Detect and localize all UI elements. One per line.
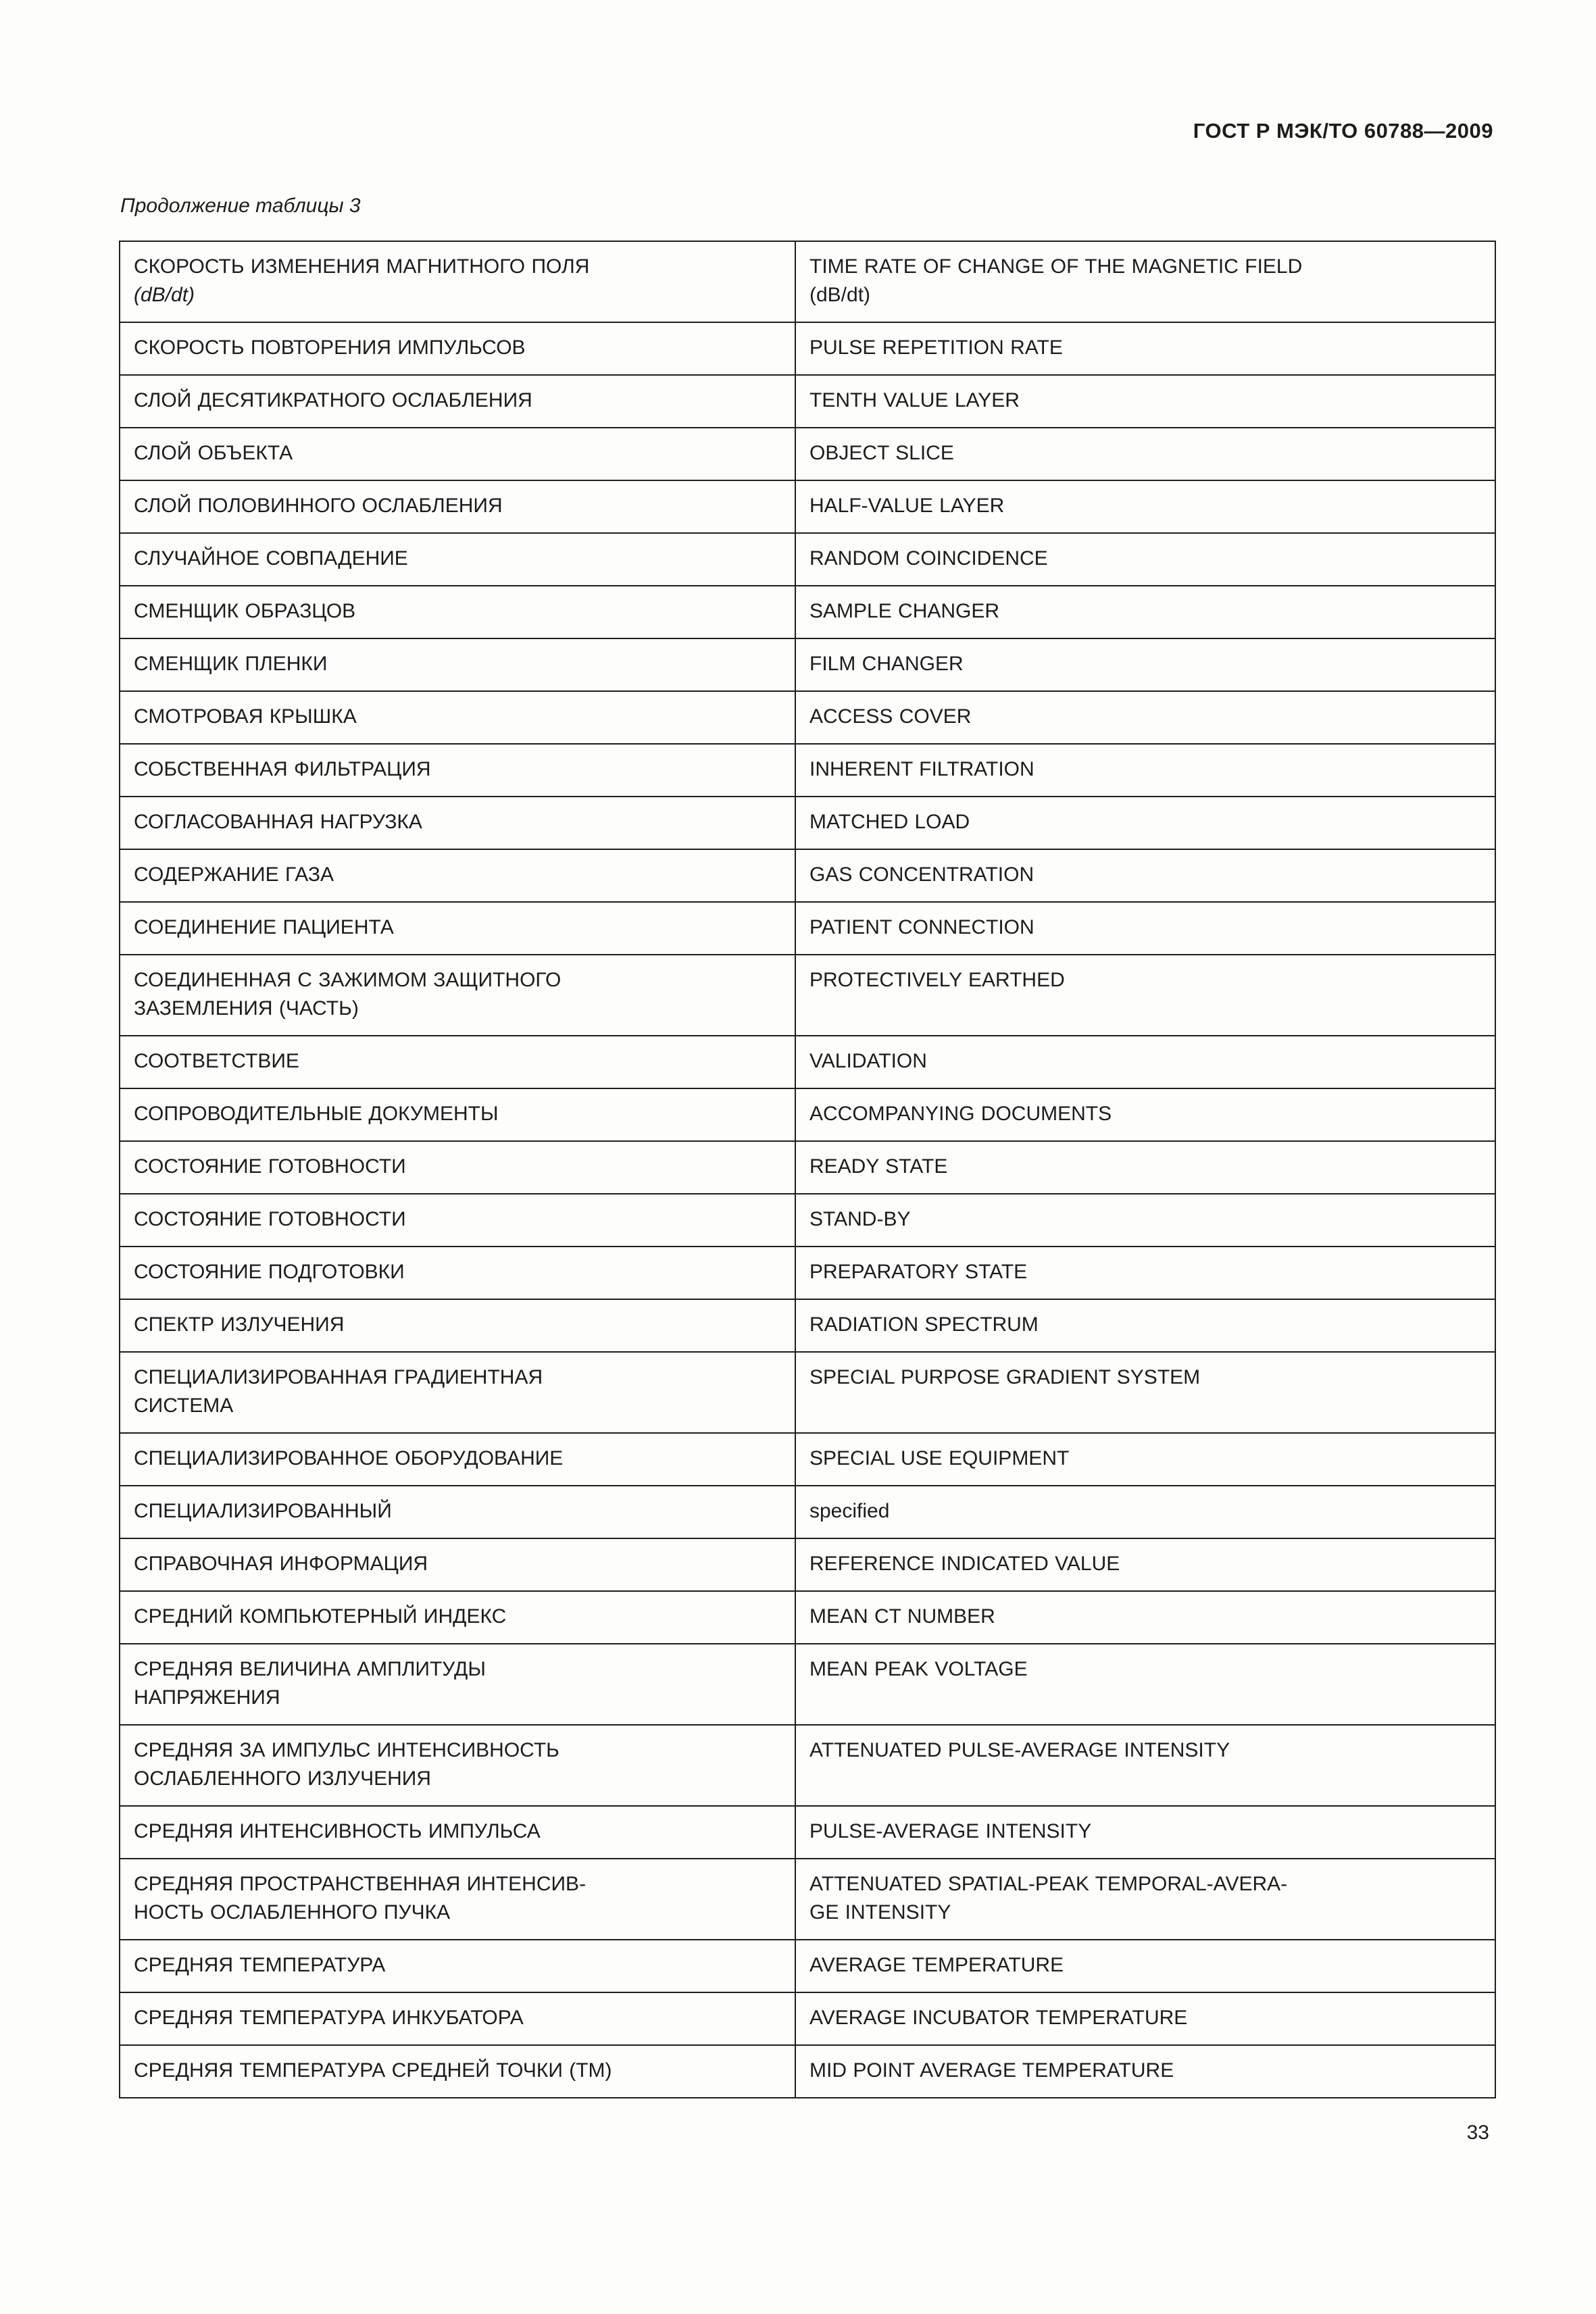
term-line: REFERENCE INDICATED VALUE (809, 1553, 1120, 1575)
term-line: specified (809, 1500, 890, 1522)
term-line: INHERENT FILTRATION (809, 758, 1034, 780)
term-line: (dB/dt) (134, 284, 195, 306)
term-line: ATTENUATED PULSE-AVERAGE INTENSITY (809, 1739, 1230, 1761)
term-en-cell (795, 1486, 1495, 1538)
table-row (120, 1433, 1495, 1486)
term-ru-cell (120, 480, 795, 533)
term-ru-cell (120, 902, 795, 955)
term-line: FILM CHANGER (809, 653, 964, 675)
term-ru-cell (120, 744, 795, 797)
term-line: СМЕНЩИК ПЛЕНКИ (134, 653, 328, 675)
term-ru-cell (120, 2045, 795, 2098)
term-ru-cell (120, 1299, 795, 1352)
term-line: ЗАЗЕМЛЕНИЯ (ЧАСТЬ) (134, 997, 359, 1020)
term-line: СМЕНЩИК ОБРАЗЦОВ (134, 600, 356, 622)
term-line: СЛОЙ ДЕСЯТИКРАТНОГО ОСЛАБЛЕНИЯ (134, 389, 532, 411)
table-row (120, 1247, 1495, 1299)
term-line: СОБСТВЕННАЯ ФИЛЬТРАЦИЯ (134, 758, 431, 780)
table-row (120, 480, 1495, 533)
term-line: СРЕДНЯЯ ВЕЛИЧИНА АМПЛИТУДЫ (134, 1658, 486, 1680)
term-line: СИСТЕМА (134, 1394, 234, 1417)
term-line: PULSE-AVERAGE INTENSITY (809, 1820, 1092, 1842)
term-ru-cell (120, 638, 795, 691)
term-en-cell (795, 955, 1495, 1036)
term-en-cell (795, 1141, 1495, 1194)
table-row (120, 1088, 1495, 1141)
term-line: СПЕЦИАЛИЗИРОВАННАЯ ГРАДИЕНТНАЯ (134, 1366, 543, 1388)
term-line: MEAN PEAK VOLTAGE (809, 1658, 1028, 1680)
term-line: AVERAGE TEMPERATURE (809, 1954, 1064, 1976)
term-line: СРЕДНЯЯ ТЕМПЕРАТУРА ИНКУБАТОРА (134, 2007, 524, 2029)
term-line: (dB/dt) (809, 284, 871, 306)
term-en-cell (795, 586, 1495, 638)
term-en-cell (795, 375, 1495, 428)
term-en-cell (795, 691, 1495, 744)
term-en-cell (795, 480, 1495, 533)
terms-table (119, 241, 1496, 2098)
term-line: TIME RATE OF CHANGE OF THE MAGNETIC FIELD (809, 255, 1303, 278)
term-line: СРЕДНЯЯ ТЕМПЕРАТУРА СРЕДНЕЙ ТОЧКИ (ТМ) (134, 2059, 612, 2082)
term-line: PULSE REPETITION RATE (809, 336, 1063, 359)
table-row (120, 1486, 1495, 1538)
term-ru-cell (120, 1433, 795, 1486)
term-ru-cell (120, 322, 795, 375)
term-en-cell (795, 1088, 1495, 1141)
term-ru-cell (120, 1538, 795, 1591)
table-row (120, 1591, 1495, 1644)
term-line: СОСТОЯНИЕ ГОТОВНОСТИ (134, 1208, 406, 1230)
table-row (120, 744, 1495, 797)
table-row (120, 797, 1495, 849)
term-line: СПРАВОЧНАЯ ИНФОРМАЦИЯ (134, 1553, 428, 1575)
term-line: ACCOMPANYING DOCUMENTS (809, 1103, 1112, 1125)
term-line: СРЕДНЯЯ ЗА ИМПУЛЬС ИНТЕНСИВНОСТЬ (134, 1739, 559, 1761)
table-row (120, 322, 1495, 375)
term-ru-cell (120, 1806, 795, 1859)
term-ru-cell (120, 1194, 795, 1247)
term-line: НАПРЯЖЕНИЯ (134, 1686, 280, 1709)
term-ru-cell (120, 1859, 795, 1940)
term-ru-cell (120, 849, 795, 902)
table-row (120, 1940, 1495, 1992)
term-line: OBJECT SLICE (809, 442, 954, 464)
term-en-cell (795, 638, 1495, 691)
term-line: СРЕДНЯЯ ПРОСТРАНСТВЕННАЯ ИНТЕНСИВ- (134, 1873, 587, 1895)
table-row (120, 1194, 1495, 1247)
term-line: MATCHED LOAD (809, 811, 970, 833)
document-header: ГОСТ Р МЭК/ТО 60788—2009 (1193, 119, 1493, 143)
term-en-cell (795, 1194, 1495, 1247)
term-line: HALF-VALUE LAYER (809, 495, 1005, 517)
term-line: СРЕДНЯЯ ТЕМПЕРАТУРА (134, 1954, 386, 1976)
term-line: СРЕДНИЙ КОМПЬЮТЕРНЫЙ ИНДЕКС (134, 1605, 507, 1628)
table-row (120, 586, 1495, 638)
term-line: MID POINT AVERAGE TEMPERATURE (809, 2059, 1174, 2082)
term-line: СОЕДИНЕННАЯ С ЗАЖИМОМ ЗАЩИТНОГО (134, 969, 562, 991)
term-line: MEAN CT NUMBER (809, 1605, 995, 1628)
term-line: AVERAGE INCUBATOR TEMPERATURE (809, 2007, 1188, 2029)
term-en-cell (795, 797, 1495, 849)
term-line: STAND-BY (809, 1208, 911, 1230)
term-ru-cell (120, 1940, 795, 1992)
term-line: СОСТОЯНИЕ ПОДГОТОВКИ (134, 1261, 405, 1283)
term-ru-cell (120, 375, 795, 428)
term-line: СКОРОСТЬ ИЗМЕНЕНИЯ МАГНИТНОГО ПОЛЯ (134, 255, 590, 278)
term-en-cell (795, 1352, 1495, 1433)
term-line: СООТВЕТСТВИЕ (134, 1050, 299, 1072)
term-ru-cell (120, 1247, 795, 1299)
page-number: 33 (1466, 2121, 1489, 2144)
term-line: СЛОЙ ОБЪЕКТА (134, 442, 293, 464)
term-line: СОПРОВОДИТЕЛЬНЫЕ ДОКУМЕНТЫ (134, 1103, 499, 1125)
term-line: TENTH VALUE LAYER (809, 389, 1020, 411)
term-en-cell (795, 1992, 1495, 2045)
table-row (120, 375, 1495, 428)
terms-table-body (120, 241, 1495, 2098)
term-ru-cell (120, 955, 795, 1036)
term-ru-cell (120, 586, 795, 638)
term-line: СЛУЧАЙНОЕ СОВПАДЕНИЕ (134, 547, 408, 570)
term-line: VALIDATION (809, 1050, 927, 1072)
table-row (120, 533, 1495, 586)
term-line: SAMPLE CHANGER (809, 600, 1000, 622)
term-en-cell (795, 1644, 1495, 1725)
table-row (120, 1299, 1495, 1352)
term-ru-cell (120, 1644, 795, 1725)
term-en-cell (795, 1725, 1495, 1806)
table-row (120, 1352, 1495, 1433)
term-line: SPECIAL USE EQUIPMENT (809, 1447, 1070, 1469)
term-en-cell (795, 241, 1495, 322)
term-line: СОСТОЯНИЕ ГОТОВНОСТИ (134, 1155, 406, 1178)
table-row (120, 849, 1495, 902)
table-caption: Продолжение таблицы 3 (120, 195, 361, 217)
term-line: СПЕЦИАЛИЗИРОВАННОЕ ОБОРУДОВАНИЕ (134, 1447, 564, 1469)
term-en-cell (795, 1247, 1495, 1299)
term-en-cell (795, 1940, 1495, 1992)
term-line: SPECIAL PURPOSE GRADIENT SYSTEM (809, 1366, 1201, 1388)
table-row (120, 1806, 1495, 1859)
term-line: PROTECTIVELY EARTHED (809, 969, 1065, 991)
term-line: СОЕДИНЕНИЕ ПАЦИЕНТА (134, 916, 394, 938)
term-ru-cell (120, 533, 795, 586)
term-line: READY STATE (809, 1155, 948, 1178)
term-ru-cell (120, 1486, 795, 1538)
term-en-cell (795, 849, 1495, 902)
term-line: СКОРОСТЬ ПОВТОРЕНИЯ ИМПУЛЬСОВ (134, 336, 526, 359)
table-row (120, 691, 1495, 744)
table-row (120, 1141, 1495, 1194)
term-line: GAS CONCENTRATION (809, 863, 1034, 886)
term-line: НОСТЬ ОСЛАБЛЕННОГО ПУЧКА (134, 1901, 451, 1923)
term-line: СРЕДНЯЯ ИНТЕНСИВНОСТЬ ИМПУЛЬСА (134, 1820, 541, 1842)
term-ru-cell (120, 1036, 795, 1088)
term-line: СОДЕРЖАНИЕ ГАЗА (134, 863, 334, 886)
table-row (120, 1036, 1495, 1088)
term-line: СЛОЙ ПОЛОВИННОГО ОСЛАБЛЕНИЯ (134, 495, 503, 517)
table-row (120, 428, 1495, 480)
term-line: ACCESS COVER (809, 705, 972, 728)
table-row (120, 1644, 1495, 1725)
term-en-cell (795, 902, 1495, 955)
term-en-cell (795, 1806, 1495, 1859)
term-line: СОГЛАСОВАННАЯ НАГРУЗКА (134, 811, 422, 833)
term-en-cell (795, 1433, 1495, 1486)
table-row (120, 1992, 1495, 2045)
term-ru-cell (120, 1725, 795, 1806)
table-row (120, 241, 1495, 322)
term-ru-cell (120, 241, 795, 322)
table-row (120, 2045, 1495, 2098)
term-ru-cell (120, 428, 795, 480)
term-en-cell (795, 322, 1495, 375)
term-en-cell (795, 1036, 1495, 1088)
term-line: RANDOM COINCIDENCE (809, 547, 1048, 570)
term-ru-cell (120, 1141, 795, 1194)
term-en-cell (795, 533, 1495, 586)
term-line: GE INTENSITY (809, 1901, 951, 1923)
table-row (120, 1538, 1495, 1591)
term-line: ATTENUATED SPATIAL-PEAK TEMPORAL-AVERA- (809, 1873, 1288, 1895)
term-ru-cell (120, 797, 795, 849)
term-en-cell (795, 428, 1495, 480)
term-ru-cell (120, 1088, 795, 1141)
term-line: PATIENT CONNECTION (809, 916, 1034, 938)
term-line: СПЕКТР ИЗЛУЧЕНИЯ (134, 1313, 345, 1336)
term-line: ОСЛАБЛЕННОГО ИЗЛУЧЕНИЯ (134, 1767, 431, 1790)
table-row (120, 638, 1495, 691)
term-ru-cell (120, 1992, 795, 2045)
term-ru-cell (120, 1591, 795, 1644)
term-line: PREPARATORY STATE (809, 1261, 1028, 1283)
table-row (120, 1859, 1495, 1940)
term-ru-cell (120, 1352, 795, 1433)
table-row (120, 955, 1495, 1036)
term-line: СМОТРОВАЯ КРЫШКА (134, 705, 357, 728)
term-en-cell (795, 1538, 1495, 1591)
term-en-cell (795, 1859, 1495, 1940)
term-en-cell (795, 1299, 1495, 1352)
table-row (120, 902, 1495, 955)
term-en-cell (795, 744, 1495, 797)
term-line: СПЕЦИАЛИЗИРОВАННЫЙ (134, 1500, 392, 1522)
table-row (120, 1725, 1495, 1806)
term-en-cell (795, 1591, 1495, 1644)
term-en-cell (795, 2045, 1495, 2098)
term-ru-cell (120, 691, 795, 744)
term-line: RADIATION SPECTRUM (809, 1313, 1039, 1336)
